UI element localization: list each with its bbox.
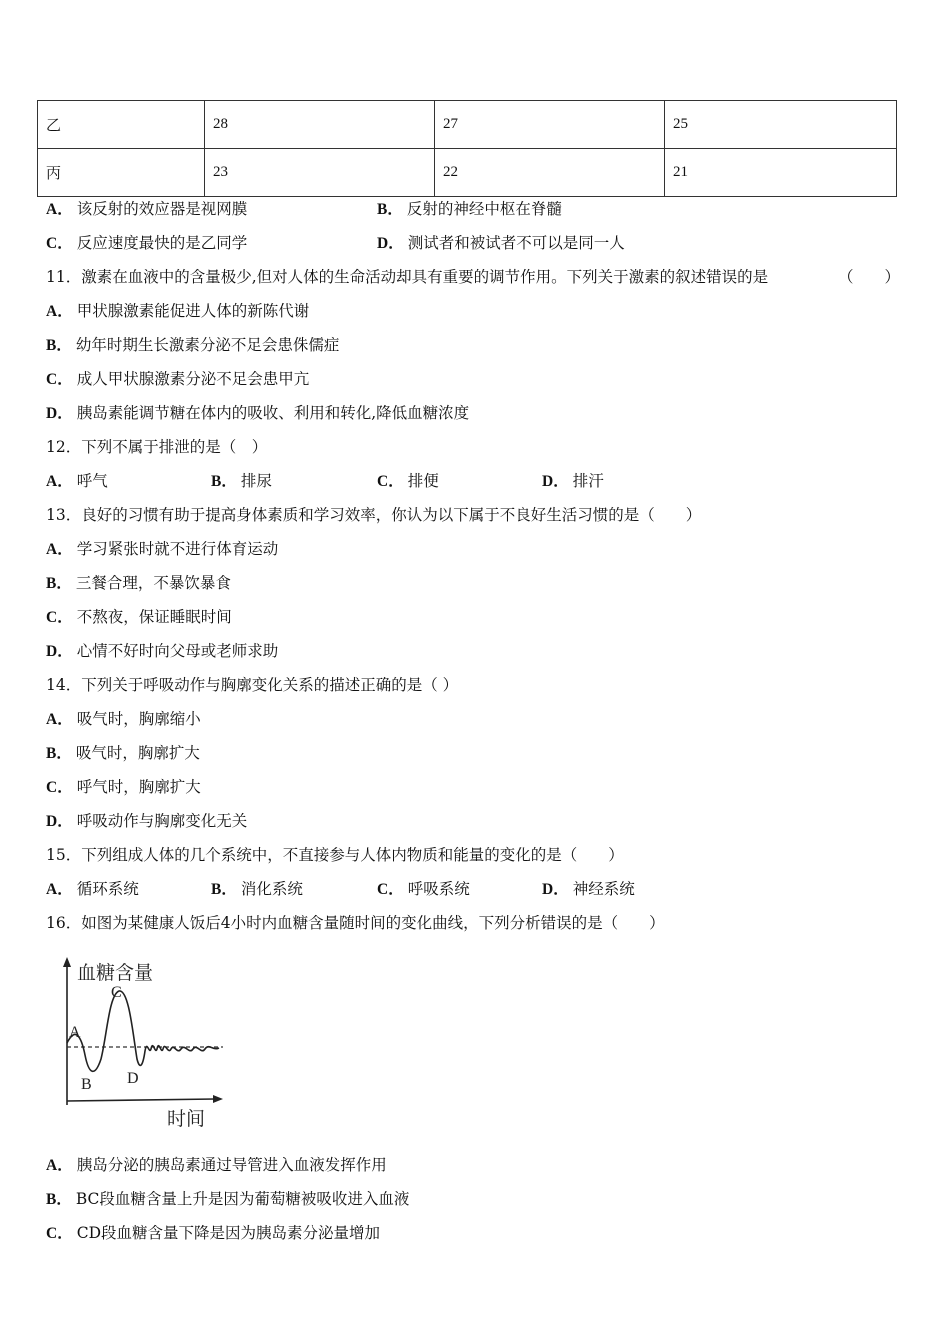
q10-option-d: D． 测试者和被试者不可以是同一人 <box>377 234 625 252</box>
q11-option-b: B． 幼年时期生长激素分泌不足会患侏儒症 <box>46 336 340 354</box>
x-axis <box>67 1099 215 1101</box>
q11-option-c: C． 成人甲状腺激素分泌不足会患甲亢 <box>46 370 310 388</box>
q14-option-c: C． 呼气时，胸廓扩大 <box>46 778 201 796</box>
table-cell: 乙 <box>38 101 205 149</box>
y-axis-arrow <box>63 957 71 967</box>
blood-sugar-curve-figure <box>55 955 235 1135</box>
q14-stem: 14．下列关于呼吸动作与胸廓变化关系的描述正确的是（ ） <box>46 676 459 694</box>
table-cell: 21 <box>665 149 897 197</box>
q10-option-b: B． 反射的神经中枢在脊髓 <box>377 200 562 218</box>
q13-option-c: C． 不熬夜，保证睡眠时间 <box>46 608 232 626</box>
reaction-time-table <box>37 100 897 197</box>
q11-answer-paren: （ ） <box>838 268 901 286</box>
blood-sugar-curve <box>67 991 219 1071</box>
table-cell: 25 <box>665 101 897 149</box>
q16-option-b: B． BC段血糖含量上升是因为葡萄糖被吸收进入血液 <box>46 1190 410 1208</box>
q15-option-b: B． 消化系统 <box>211 880 303 898</box>
q11-stem: 11．激素在血液中的含量极少,但对人体的生命活动却具有重要的调节作用。下列关于激素的叙述错误的是 <box>46 268 769 286</box>
q15-option-c: C． 呼吸系统 <box>377 880 470 898</box>
table-cell: 28 <box>205 101 435 149</box>
q14-option-a: A． 吸气时，胸廓缩小 <box>46 710 201 728</box>
x-axis-arrow <box>213 1095 223 1103</box>
q11-option-a: A． 甲状腺激素能促进人体的新陈代谢 <box>46 302 310 320</box>
q12-option-c: C． 排便 <box>377 472 439 490</box>
q10-option-c: C． 反应速度最快的是乙同学 <box>46 234 248 252</box>
table-row <box>38 149 897 197</box>
point-label-a: A <box>69 1024 81 1041</box>
table-cell: 22 <box>435 149 665 197</box>
q12-option-a: A． 呼气 <box>46 472 108 490</box>
q16-option-c: C． CD段血糖含量下降是因为胰岛素分泌量增加 <box>46 1224 380 1242</box>
table-cell: 23 <box>205 149 435 197</box>
q15-option-d: D． 神经系统 <box>542 880 635 898</box>
q12-option-d: D． 排汗 <box>542 472 604 490</box>
q14-option-b: B． 吸气时，胸廓扩大 <box>46 744 200 762</box>
point-label-b: B <box>81 1076 92 1093</box>
point-label-d: D <box>127 1070 139 1087</box>
q10-option-a: A． 该反射的效应器是视网膜 <box>46 200 248 218</box>
q16-stem: 16．如图为某健康人饭后4小时内血糖含量随时间的变化曲线，下列分析错误的是（ ） <box>46 914 665 932</box>
table-cell: 27 <box>435 101 665 149</box>
q14-option-d: D． 呼吸动作与胸廓变化无关 <box>46 812 248 830</box>
q12-option-b: B． 排尿 <box>211 472 272 490</box>
q11-option-d: D． 胰岛素能调节糖在体内的吸收、利用和转化,降低血糖浓度 <box>46 404 470 422</box>
q13-option-d: D． 心情不好时向父母或老师求助 <box>46 642 279 660</box>
q15-stem: 15．下列组成人体的几个系统中，不直接参与人体内物质和能量的变化的是（ ） <box>46 846 624 864</box>
table-row <box>38 101 897 149</box>
q13-option-b: B． 三餐合理，不暴饮暴食 <box>46 574 231 592</box>
x-axis-label: 时间 <box>167 1108 206 1130</box>
q13-option-a: A． 学习紧张时就不进行体育运动 <box>46 540 279 558</box>
y-axis-label: 血糖含量 <box>77 962 154 984</box>
table-cell: 丙 <box>38 149 205 197</box>
q12-stem: 12．下列不属于排泄的是（ ） <box>46 438 268 456</box>
q16-option-a: A． 胰岛分泌的胰岛素通过导管进入血液发挥作用 <box>46 1156 387 1174</box>
q13-stem: 13．良好的习惯有助于提高身体素质和学习效率，你认为以下属于不良好生活习惯的是（ ） <box>46 506 702 524</box>
point-label-c: C <box>111 984 122 1001</box>
q15-option-a: A． 循环系统 <box>46 880 139 898</box>
